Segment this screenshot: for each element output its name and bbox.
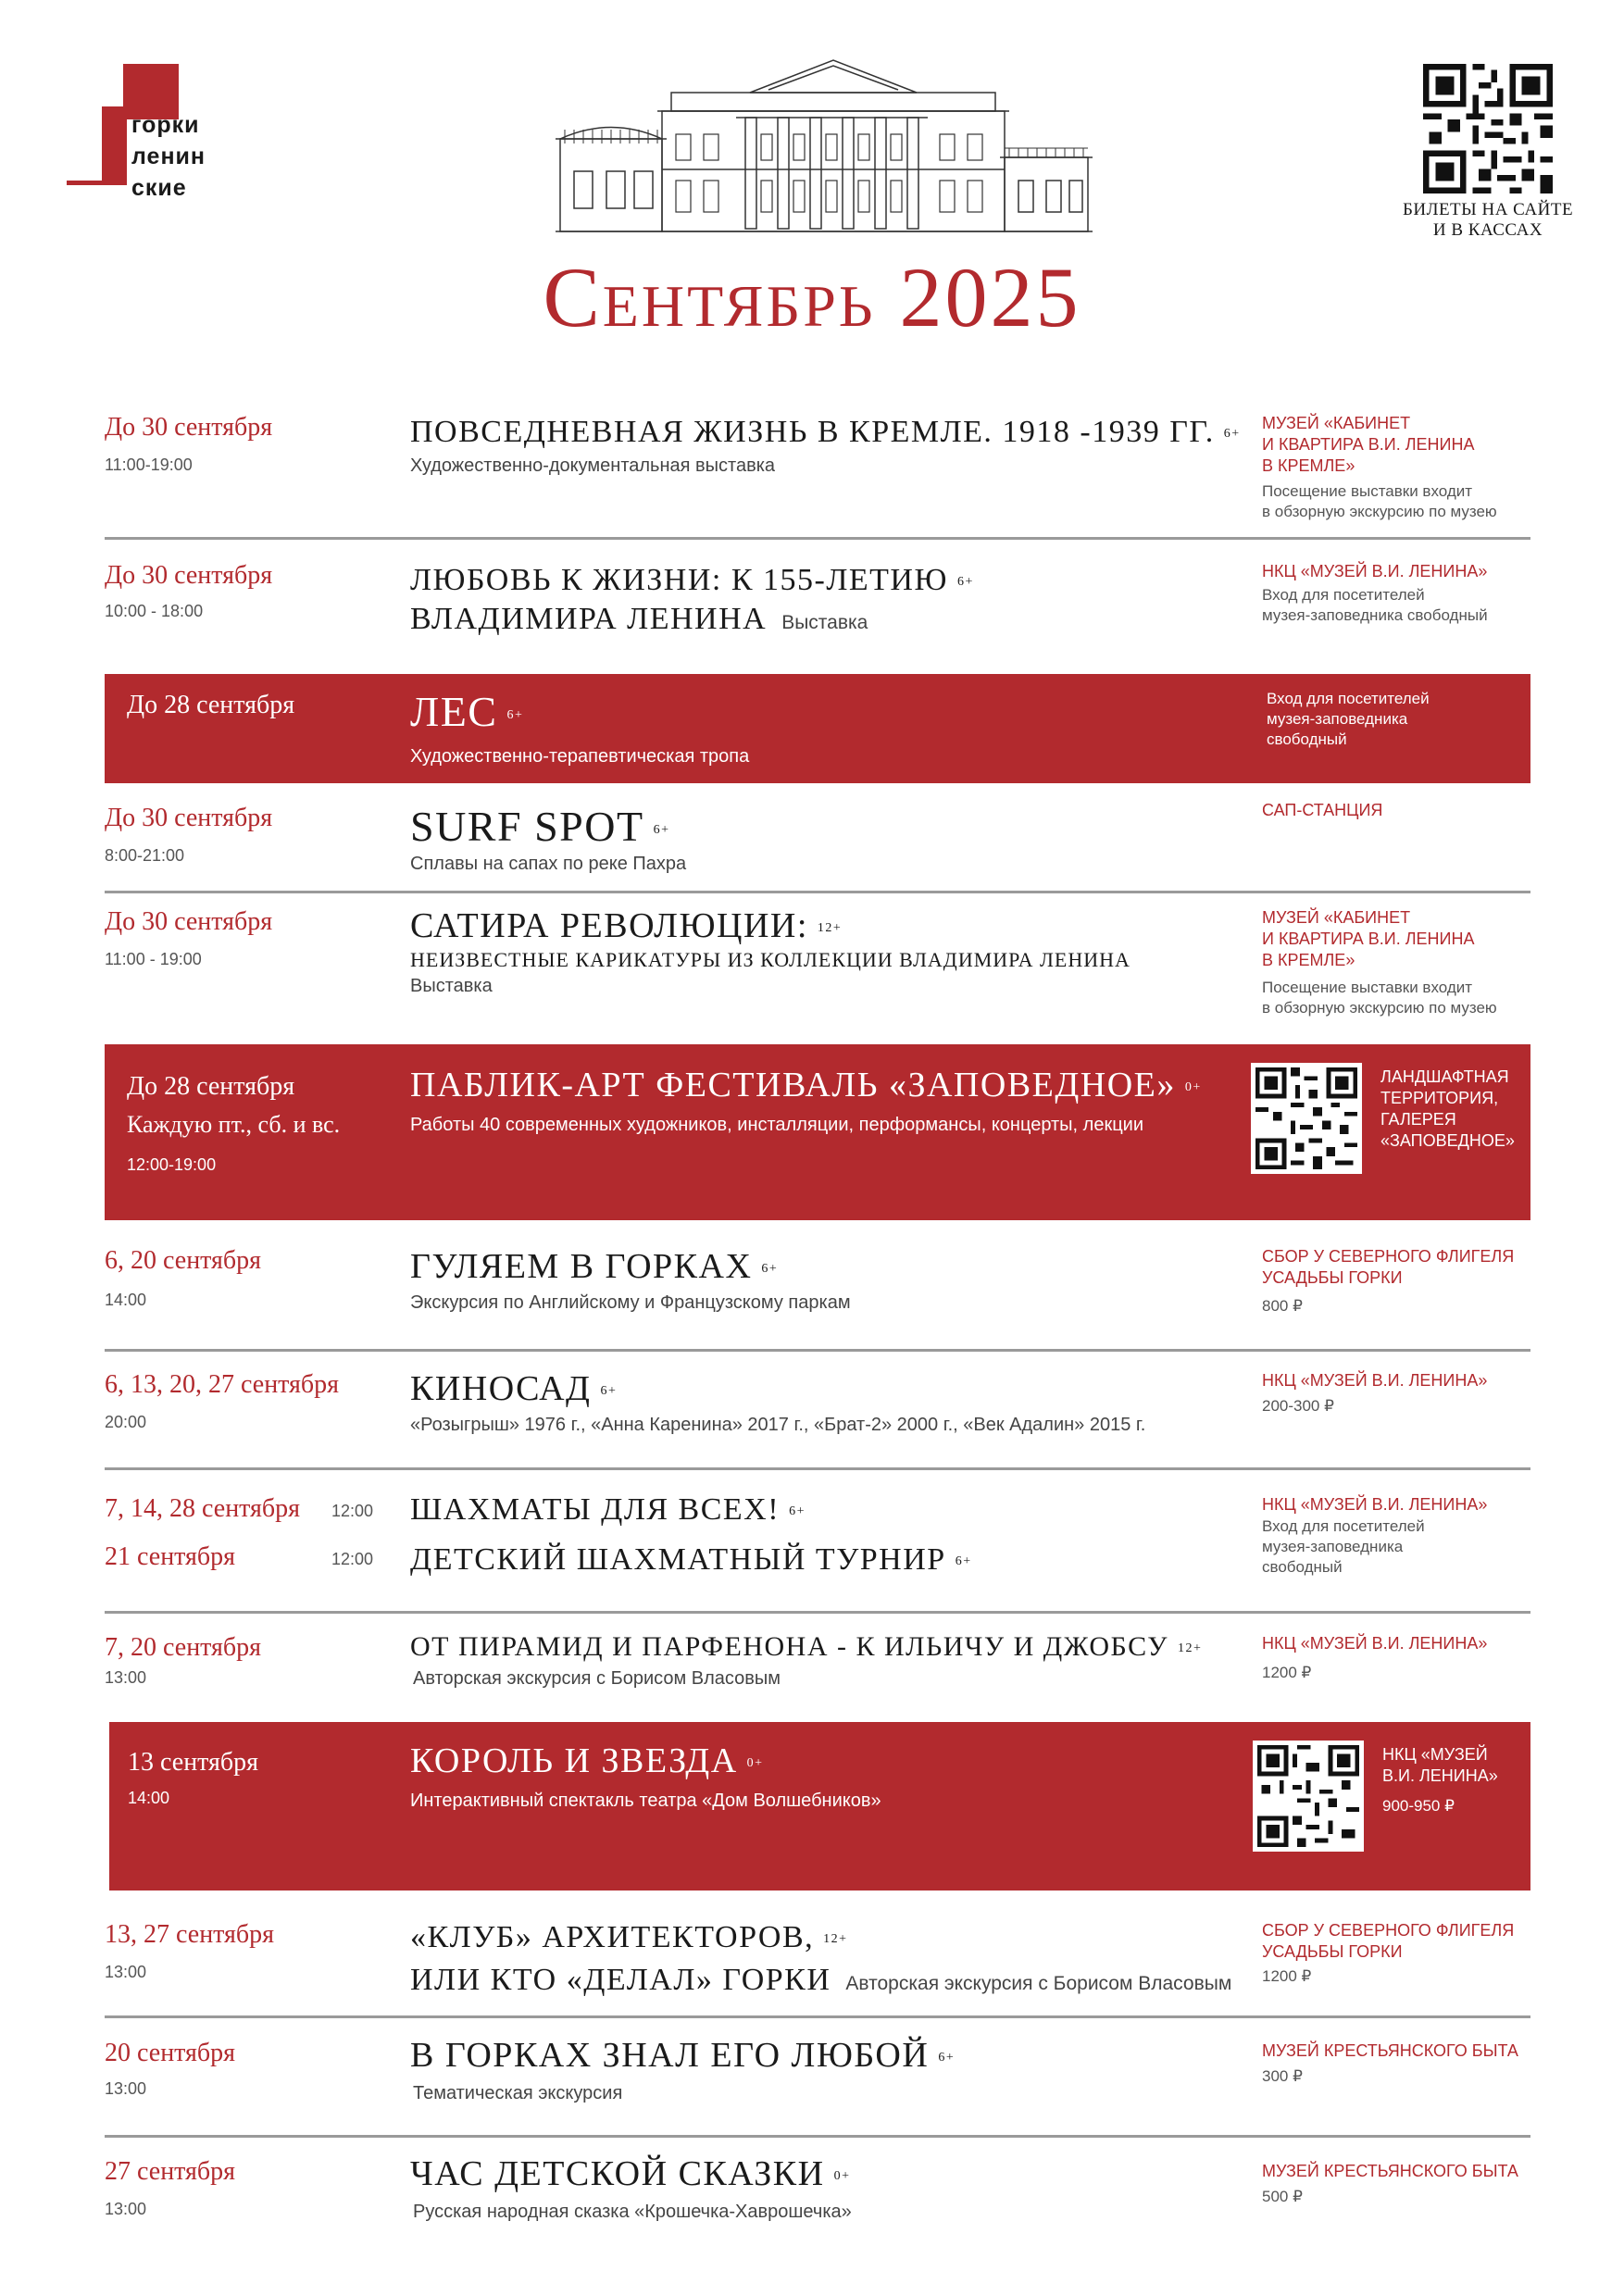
event-time: 12:00 <box>331 1502 374 1520</box>
venue-line: УСАДЬБЫ ГОРКИ <box>1262 1268 1403 1287</box>
qr-caption <box>1389 200 1587 241</box>
row-separator <box>105 2015 1530 2018</box>
event-time: 13:00 <box>105 1668 147 1687</box>
age-rating: 0+ <box>1184 1080 1202 1095</box>
event-subtitle: Выставка <box>781 612 868 633</box>
event-date: 7, 14, 28 сентября <box>105 1494 301 1523</box>
event-date: 6, 13, 20, 27 сентября <box>105 1370 340 1399</box>
note-line: Посещение выставки входит <box>1262 979 1473 996</box>
qr-caption-line-2: И В КАССАХ <box>1432 220 1543 240</box>
age-rating: 6+ <box>956 575 974 590</box>
event-date-recurrence: Каждую пт., сб. и вс. <box>127 1111 341 1138</box>
age-rating: 6+ <box>789 1504 806 1519</box>
event-title <box>410 2153 851 2194</box>
note-line: в обзорную экскурсию по музею <box>1262 503 1497 520</box>
event-date: 20 сентября <box>105 2039 236 2067</box>
event-time: 13:00 <box>105 2200 147 2218</box>
event-subtitle: «Розыгрыш» 1976 г., «Анна Каренина» 2017 г., «Брат-2» 2000 г., «Век Адалин» 2015 г. <box>410 1415 1146 1435</box>
age-rating: 6+ <box>600 1384 618 1399</box>
event-subtitle: Художественно-документальная выставка <box>410 455 776 476</box>
event-venue <box>1262 1246 1514 1289</box>
estate-building-illustration <box>546 51 1102 236</box>
event-time: 14:00 <box>105 1291 147 1309</box>
age-rating: 6+ <box>938 2051 956 2065</box>
logo-bar <box>102 106 127 185</box>
row-separator <box>105 1611 1530 1614</box>
event-subtitle: Выставка <box>410 976 493 996</box>
event-venue: МУЗЕЙ КРЕСТЬЯНСКОГО БЫТА <box>1262 2162 1518 2180</box>
event-note <box>1262 978 1497 1018</box>
event-subtitle: Интерактивный спектакль театра «Дом Волшебников» <box>410 1791 881 1811</box>
age-rating: 0+ <box>746 1756 764 1771</box>
event-row-highlighted <box>105 1044 1530 1220</box>
note-line: музея-заповедника <box>1262 1538 1404 1555</box>
age-rating: 6+ <box>1223 427 1241 442</box>
event-title-text: САТИРА РЕВОЛЮЦИИ: <box>410 906 808 945</box>
event-date: 7, 20 сентября <box>105 1633 262 1662</box>
event-time: 11:00 - 19:00 <box>105 950 202 968</box>
note-line: музея-заповедника <box>1267 710 1408 728</box>
event-price: 200-300 ₽ <box>1262 1397 1334 1415</box>
venue-line: МУЗЕЙ «КАБИНЕТ <box>1262 908 1411 927</box>
event-price: 800 ₽ <box>1262 1297 1303 1315</box>
event-price: 1200 ₽ <box>1262 1967 1312 1985</box>
row-separator <box>105 537 1530 540</box>
event-subtitle: Тематическая экскурсия <box>413 2083 623 2103</box>
event-title-text: ИЛИ КТО «ДЕЛАЛ» ГОРКИ <box>410 1963 831 1997</box>
event-title <box>410 687 523 736</box>
tickets-qr-code[interactable] <box>1423 64 1553 193</box>
event-row <box>105 2153 1530 2246</box>
event-title <box>410 1492 806 1528</box>
page-title: Сентябрь 2025 <box>543 250 1081 344</box>
logo-text <box>131 109 206 204</box>
age-rating: 12+ <box>823 1932 848 1947</box>
event-title <box>410 1246 778 1287</box>
event-row <box>105 1629 1530 1713</box>
venue-line: И КВАРТИРА В.И. ЛЕНИНА <box>1262 435 1475 454</box>
event-title-text: «КЛУБ» АРХИТЕКТОРОВ, <box>410 1920 815 1954</box>
event-title-text: ЧАС ДЕТСКОЙ СКАЗКИ <box>410 2154 825 2193</box>
event-date: До 30 сентября <box>105 804 273 832</box>
event-time: 20:00 <box>105 1413 147 1431</box>
event-title-text: КИНОСАД <box>410 1369 592 1408</box>
event-row <box>105 2033 1530 2126</box>
event-title <box>410 905 842 946</box>
age-rating: 6+ <box>653 823 670 838</box>
age-rating: 0+ <box>833 2169 851 2184</box>
event-time: 14:00 <box>128 1789 170 1807</box>
note-line: в обзорную экскурсию по музею <box>1262 999 1497 1017</box>
event-price: 300 ₽ <box>1262 2067 1303 2085</box>
logo-line-1: горки <box>131 112 200 138</box>
event-title <box>410 2035 955 2076</box>
note-line: Вход для посетителей <box>1262 586 1425 604</box>
event-date: 27 сентября <box>105 2157 236 2186</box>
event-row <box>105 1915 1530 2007</box>
event-subtitle: Русская народная сказка «Крошечка-Хаврошечка» <box>413 2202 852 2222</box>
event-date: До 30 сентября <box>105 907 273 936</box>
venue-line: В КРЕМЛЕ» <box>1262 456 1355 475</box>
note-line: Вход для посетителей <box>1267 690 1430 707</box>
venue-line: ГАЛЕРЕЯ <box>1380 1110 1456 1129</box>
event-note <box>1262 1516 1425 1578</box>
event-row <box>105 1241 1530 1342</box>
event-title-text: ЛЕС <box>410 688 498 735</box>
event-date: До 28 сентября <box>127 1072 295 1101</box>
event-venue: НКЦ «МУЗЕЙ В.И. ЛЕНИНА» <box>1262 1371 1488 1390</box>
venue-line: В КРЕМЛЕ» <box>1262 951 1355 969</box>
event-venue <box>1380 1067 1515 1152</box>
event-note <box>1267 689 1430 750</box>
note-line: Вход для посетителей <box>1262 1517 1425 1535</box>
event-row <box>105 796 1530 889</box>
event-venue: САП-СТАНЦИЯ <box>1262 801 1383 819</box>
event-title-text: ГУЛЯЕМ В ГОРКАХ <box>410 1247 753 1286</box>
row-separator <box>105 891 1530 893</box>
event-time: 12:00 <box>331 1550 374 1568</box>
logo-line-2: ленин <box>131 144 206 169</box>
event-subtitle: Сплавы на сапах по реке Пахра <box>410 854 687 874</box>
event-title-text: ОТ ПИРАМИД И ПАРФЕНОНА - К ИЛЬИЧУ И ДЖОБСУ <box>410 1631 1168 1662</box>
note-line: свободный <box>1267 730 1347 748</box>
venue-line: ЛАНДШАФТНАЯ <box>1380 1067 1509 1086</box>
event-date: 13, 27 сентября <box>105 1920 275 1949</box>
event-title-text: SURF SPOT <box>410 803 644 850</box>
event-date: 13 сентября <box>128 1748 259 1777</box>
event-qr-code[interactable] <box>1253 1741 1364 1852</box>
event-row <box>105 905 1530 1026</box>
event-date: До 30 сентября <box>105 413 273 442</box>
event-row <box>105 1365 1530 1457</box>
note-line: музея-заповедника свободный <box>1262 606 1488 624</box>
event-venue: МУЗЕЙ КРЕСТЬЯНСКОГО БЫТА <box>1262 2041 1518 2060</box>
event-row <box>105 407 1530 537</box>
event-date: 6, 20 сентября <box>105 1246 262 1275</box>
event-title <box>410 1368 617 1409</box>
event-title-text: ПАБЛИК-АРТ ФЕСТИВАЛЬ «ЗАПОВЕДНОЕ» <box>410 1066 1176 1104</box>
event-title-text: ВЛАДИМИРА ЛЕНИНА <box>410 602 768 636</box>
age-rating: 12+ <box>817 921 843 936</box>
event-title-text: ЛЮБОВЬ К ЖИЗНИ: К 155-ЛЕТИЮ <box>410 563 948 597</box>
event-title <box>410 1542 972 1578</box>
event-title <box>410 802 669 851</box>
event-venue <box>1262 1920 1514 1963</box>
event-time: 12:00-19:00 <box>127 1155 217 1174</box>
event-title-text: КОРОЛЬ И ЗВЕЗДА <box>410 1741 738 1780</box>
venue-line: УСАДЬБЫ ГОРКИ <box>1262 1942 1403 1961</box>
venue-line: «ЗАПОВЕДНОЕ» <box>1380 1131 1515 1150</box>
venue-line: СБОР У СЕВЕРНОГО ФЛИГЕЛЯ <box>1262 1921 1515 1940</box>
age-rating: 6+ <box>955 1554 972 1569</box>
event-time: 11:00-19:00 <box>105 455 193 474</box>
event-venue <box>1262 413 1474 477</box>
age-rating: 6+ <box>506 708 524 723</box>
event-title-text: В ГОРКАХ ЗНАЛ ЕГО ЛЮБОЙ <box>410 2036 930 2075</box>
venue-line: И КВАРТИРА В.И. ЛЕНИНА <box>1262 930 1475 948</box>
logo-line-3: ские <box>131 175 187 201</box>
event-qr-code[interactable] <box>1251 1063 1362 1174</box>
event-venue: НКЦ «МУЗЕЙ В.И. ЛЕНИНА» <box>1262 1634 1488 1653</box>
event-title <box>410 1920 848 1955</box>
row-separator <box>105 1467 1530 1470</box>
event-title <box>410 1065 1202 1105</box>
event-title-line-2 <box>410 602 868 637</box>
event-time: 13:00 <box>105 2079 147 2098</box>
event-note <box>1262 481 1497 522</box>
event-title-text: ПОВСЕДНЕВНАЯ ЖИЗНЬ В КРЕМЛЕ. 1918 -1939 ГГ. <box>410 415 1215 449</box>
event-price: 500 ₽ <box>1262 2188 1303 2205</box>
event-title-line-2 <box>410 1963 1231 1998</box>
event-subtitle: Авторская экскурсия с Борисом Власовым <box>413 1668 781 1689</box>
event-title-text: ШАХМАТЫ ДЛЯ ВСЕХ! <box>410 1492 781 1527</box>
row-separator <box>105 2135 1530 2138</box>
event-subtitle: Авторская экскурсия с Борисом Власовым <box>845 1973 1232 1994</box>
event-date: 21 сентября <box>105 1542 236 1571</box>
event-row-highlighted <box>105 674 1530 783</box>
event-title <box>410 1741 764 1781</box>
event-venue <box>1382 1744 1498 1787</box>
event-price: 1200 ₽ <box>1262 1664 1312 1681</box>
event-price: 900-950 ₽ <box>1382 1797 1455 1815</box>
event-venue: НКЦ «МУЗЕЙ В.И. ЛЕНИНА» <box>1262 562 1488 580</box>
event-venue <box>1262 907 1474 971</box>
event-date: До 30 сентября <box>105 561 273 590</box>
logo-line <box>67 181 127 185</box>
event-title-text: ДЕТСКИЙ ШАХМАТНЫЙ ТУРНИР <box>410 1542 946 1577</box>
note-line: свободный <box>1262 1558 1343 1576</box>
venue-line: НКЦ «МУЗЕЙ <box>1382 1745 1488 1764</box>
venue-line: В.И. ЛЕНИНА» <box>1382 1766 1498 1785</box>
event-date: До 28 сентября <box>127 691 295 719</box>
venue-line: МУЗЕЙ «КАБИНЕТ <box>1262 414 1411 432</box>
event-time: 10:00 - 18:00 <box>105 602 204 620</box>
event-row <box>105 555 1530 667</box>
age-rating: 12+ <box>1177 1641 1203 1656</box>
event-note <box>1262 585 1488 626</box>
event-title <box>410 563 974 598</box>
event-title-line-2: НЕИЗВЕСТНЫЕ КАРИКАТУРЫ ИЗ КОЛЛЕКЦИИ ВЛАДИМИРА ЛЕНИНА <box>410 948 1131 971</box>
venue-line: ТЕРРИТОРИЯ, <box>1380 1089 1499 1107</box>
event-subtitle: Работы 40 современных художников, инсталляции, перформансы, концерты, лекции <box>410 1115 1143 1135</box>
event-title <box>410 415 1241 450</box>
event-row <box>105 1487 1530 1598</box>
event-venue: НКЦ «МУЗЕЙ В.И. ЛЕНИНА» <box>1262 1495 1488 1514</box>
event-subtitle: Художественно-терапевтическая тропа <box>410 746 750 767</box>
event-subtitle: Экскурсия по Английскому и Французскому паркам <box>410 1292 851 1313</box>
event-title <box>410 1631 1202 1663</box>
event-time: 13:00 <box>105 1963 147 1981</box>
event-row-highlighted <box>109 1722 1530 1890</box>
venue-line: СБОР У СЕВЕРНОГО ФЛИГЕЛЯ <box>1262 1247 1515 1266</box>
qr-caption-line-1: БИЛЕТЫ НА САЙТЕ <box>1402 200 1574 219</box>
event-time: 8:00-21:00 <box>105 846 185 865</box>
row-separator <box>105 1349 1530 1352</box>
age-rating: 6+ <box>761 1262 779 1277</box>
note-line: Посещение выставки входит <box>1262 482 1473 500</box>
